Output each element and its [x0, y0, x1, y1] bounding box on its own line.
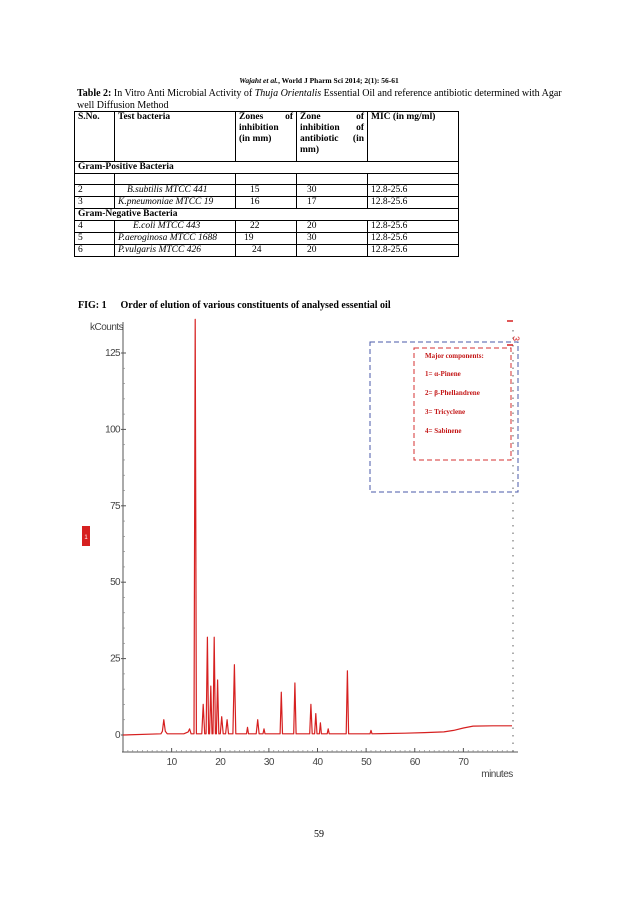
header-zone-ab-line: mm) [300, 145, 319, 155]
cell-zone-antibiotic: 20 [297, 245, 368, 257]
figure-caption-text: Order of elution of various constituents of analysed essential oil [120, 300, 391, 311]
group-gram-negative: Gram-Negative Bacteria [75, 209, 459, 221]
x-tick-label: 40 [312, 757, 323, 768]
cell-sno: 6 [75, 245, 115, 257]
table-caption-text-before: In Vitro Anti Microbial Activity of [111, 88, 255, 99]
peak-marker-label: 1 [84, 535, 88, 541]
header-zones-line: (in mm) [239, 134, 272, 144]
chart-annotations [82, 321, 521, 546]
cell-bacteria: E.coli MTCC 443 [115, 221, 236, 233]
x-tick-label: 10 [166, 757, 177, 768]
header-test-bacteria: Test bacteria [115, 112, 236, 162]
y-tick-label: 0 [115, 730, 120, 741]
y-tick-label: 25 [110, 653, 120, 665]
cell-zone: 22 [236, 221, 297, 233]
y-tick-label: 75 [110, 500, 120, 512]
figure-caption-label: FIG: 1 [78, 300, 107, 311]
x-axis-label: minutes [481, 769, 513, 780]
x-tick-label: 30 [263, 757, 274, 768]
cell-sno: 3 [75, 197, 115, 209]
header-zone-ab-line: inhibition of [300, 123, 364, 133]
cell-zone: 24 [236, 245, 297, 257]
header-zones-line: Zones of [239, 112, 293, 122]
legend-title: Major components: [425, 352, 484, 360]
cell-mic: 12.8-25.6 [368, 233, 459, 245]
y-tick-label: 50 [110, 577, 120, 589]
x-tick-label: 70 [458, 757, 469, 768]
cell-mic: 12.8-25.6 [368, 245, 459, 257]
y-axis-label: kCounts [90, 322, 124, 333]
x-tick-label: 60 [409, 757, 420, 768]
cell-zone: 16 [236, 197, 297, 209]
header-mic: MIC (in mg/ml) [368, 112, 459, 162]
legend-item: 4= Sabinene [425, 427, 462, 435]
cell-mic: 12.8-25.6 [368, 197, 459, 209]
legend-item: 3= Tricyclene [425, 408, 466, 416]
header-zones-line: inhibition [239, 123, 279, 133]
cell-bacteria: K.pneumoniae MTCC 19 [115, 197, 236, 209]
cell-zone-antibiotic: 30 [297, 233, 368, 245]
cell-zone: 15 [236, 185, 297, 197]
legend-item: 2= β-Phellandrene [425, 389, 480, 397]
cell-mic: 12.8-25.6 [368, 221, 459, 233]
legend-item: 1= α-Pinene [425, 370, 461, 378]
cell-bacteria: P.aeroginosa MTCC 1688 [115, 233, 236, 245]
y-tick-label: 125 [105, 348, 120, 359]
top-right-label: 3 [511, 336, 521, 342]
table-caption-text-after: Essential Oil and reference antibiotic determined with Agar well Diffusion Method [77, 88, 562, 111]
cell-bacteria: B.subtilis MTCC 441 [115, 185, 236, 197]
cell-sno: 2 [75, 185, 115, 197]
header-zone-ab-line: Zone of [300, 112, 364, 122]
cell-sno: 4 [75, 221, 115, 233]
running-header-journal: , World J Pharm Sci 2014; 2(1): 56-61 [278, 76, 399, 85]
page-number: 59 [314, 829, 324, 840]
cell-zone-antibiotic: 20 [297, 221, 368, 233]
header-sno: S.No. [75, 112, 115, 162]
legend-inner-dashed-box [414, 348, 511, 460]
x-tick-label: 20 [215, 757, 226, 768]
y-tick-label: 100 [105, 424, 120, 436]
table-caption-label: Table 2: [77, 88, 112, 99]
cell-zone: 19 [236, 233, 297, 245]
running-header-authors: Wajaht et al. [239, 76, 279, 85]
cell-zone-antibiotic: 17 [297, 197, 368, 209]
cell-sno: 5 [75, 233, 115, 245]
header-zone-ab-line: antibiotic (in [300, 134, 364, 144]
table-caption-species: Thuja Orientalis [254, 88, 322, 99]
cell-zone-antibiotic: 30 [297, 185, 368, 197]
cell-mic: 12.8-25.6 [368, 185, 459, 197]
x-tick-label: 50 [361, 757, 372, 768]
group-gram-positive: Gram-Positive Bacteria [75, 162, 459, 174]
cell-bacteria: P.vulgaris MTCC 426 [115, 245, 236, 257]
